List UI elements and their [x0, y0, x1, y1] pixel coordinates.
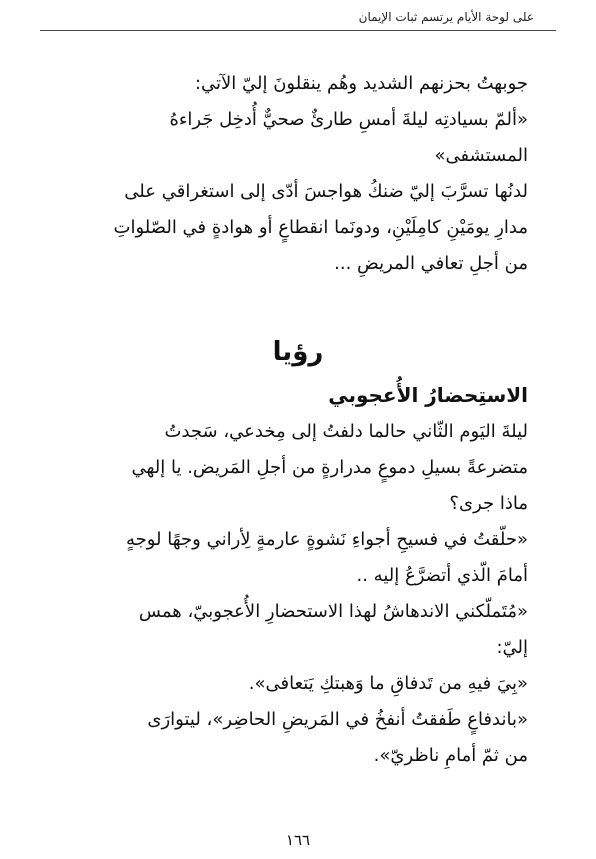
text-line: ماذا جرى؟ [449, 493, 528, 514]
text-line: من أجلِ تعافي المريضِ ... [334, 253, 528, 274]
text-line: من ثمّ أمامِ ناظريّ». [373, 745, 528, 766]
text-line: «حلّقتُ في فسيحِ أجواءِ نَشوةٍ عارمةٍ لِأراني وجهًا لوجهٍ [125, 529, 528, 550]
text-line: «باندفاعٍ طَفقتُ أنفخُ في المَريضِ الحاضِر»، ليتوارَى [147, 709, 528, 730]
paragraph-block-1 [64, 66, 528, 282]
text-line: «بِيَ فيهِ من تَدفاقِ ما وَهبتكِ يَتعافى». [248, 673, 528, 694]
text-line: مدارِ يومَيْنِ كامِلَيْنِ، ودونَما انقطاعٍ أو هوادةٍ في الصّلواتِ [113, 217, 528, 238]
text-line: متضرعةً بسيلِ دموعٍ مدرارةٍ من أجلِ المَريض. يا إلهي [131, 457, 528, 478]
paragraph-block-2 [64, 414, 528, 774]
text-line: لدنُها تسرَّبَ إليّ ضنكُ هواجسَ أدّى إلى استغراقي على [124, 181, 528, 202]
running-header: على لوحة الأيام يرتسم ثبات الإيمان [358, 10, 534, 24]
text-line: المستشفى» [434, 145, 528, 166]
text-line: ليلةَ اليَوم الثّاني حالما دلفتُ إلى مِخدعي، سَجدتُ [164, 421, 528, 442]
page-number: ١٦٦ [285, 831, 311, 849]
text-line: إليّ: [496, 637, 528, 658]
text-line: جوبهتُ بحزنهم الشديد وهُم ينقلونَ إليّ الآتي: [194, 73, 528, 94]
text-line: «ألمّ بسيادتِه ليلةَ أمسِ طارئٌ صحيٌّ أُدخِل جَراءهُ [169, 109, 528, 130]
header-rule [40, 30, 556, 31]
section-subtitle: الاستِحضارُ الأُعجوبي [328, 383, 528, 407]
text-line: أمامَ الّذي أتضرَّعُ إليه .. [356, 565, 528, 586]
text-line: «مُتَملّكني الاندهاشُ لهذا الاستحضارِ الأُعجوبيّ، همس [138, 601, 528, 622]
section-title: رؤيا [272, 337, 324, 367]
